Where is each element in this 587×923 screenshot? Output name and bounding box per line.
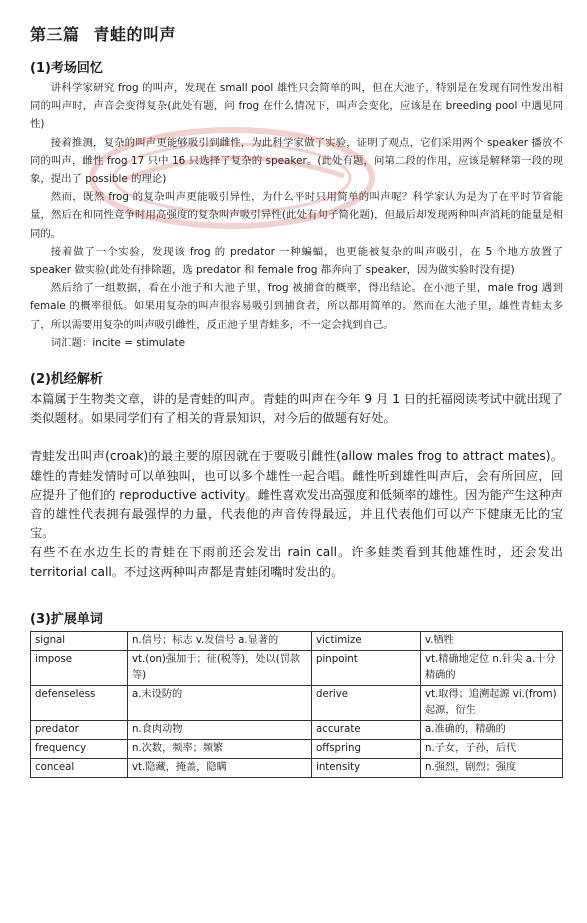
word-cell: victimize (312, 631, 421, 650)
definition-cell: n.食肉动物 (128, 720, 312, 739)
word-cell: defenseless (31, 685, 128, 720)
title-part: 第三篇 (30, 25, 80, 44)
definition-cell: vt.(on)强加于；征(税等)，处以(罚款等) (128, 650, 312, 685)
definition-cell: n.子女，子孙，后代 (421, 739, 563, 758)
table-row (31, 631, 563, 650)
definition-cell: vt.取得；追溯起源 vi.(from)起源，衍生 (421, 685, 563, 720)
table-row (31, 758, 563, 777)
definition-cell: vt.隐藏，掩盖，隐瞒 (128, 758, 312, 777)
table-row (31, 685, 563, 720)
word-cell: offspring (312, 739, 421, 758)
section-heading-recall: (1)考场回忆 (30, 61, 103, 76)
word-cell: predator (31, 720, 128, 739)
paragraph-gap (30, 428, 563, 447)
word-cell: signal (31, 631, 128, 650)
analysis-paragraph: 青蛙发出叫声(croak)的最主要的原因就在于要吸引雌性(allow males frog to attract mates)。雄性的青蛙发情时可以单独叫，也可以多个雄性一起合唱。雌性听到雄性叫声后，会有所回应，回应提升了他们的 reproductive activity。雌性喜欢发出高强度和低频率的雄性。因为能产生这种声音的雄性代表拥有最强悍的力量，代表他的声音传得最远，并且代表他们可以产下健康无比的宝宝。 (30, 449, 563, 541)
definition-cell: vt.精确地定位 n.针尖 a.十分精确的 (421, 650, 563, 685)
recall-paragraph: 然而，既然 frog 的复杂叫声更能吸引异性，为什么平时只用简单的叫声呢？科学家认为是为了在平时节省能量，然后在和同性竞争时用高强度的复杂叫声吸引异性(此处有句子简化题)，但最后却发现两种叫声消耗的能量是相同的。 (30, 191, 563, 240)
section-heading-analysis: (2)机经解析 (30, 372, 103, 388)
page-title (30, 0, 563, 45)
recall-paragraph: 然后给了一组数据，看在小池子和大池子里，frog 被捕食的概率，得出结论。在小池子里，male frog 遇到 female 的概率很低。如果用复杂的叫声很容易吸引到捕食者，所以都用简单的。然而在大池子里，雄性青蛙太多了，所以需要用复杂的叫声吸引雌性，反正池子里青蛙多，不一定会找到自己。 (30, 282, 563, 331)
vocab-table (30, 631, 563, 778)
word-cell: impose (31, 650, 128, 685)
definition-cell: a.未设防的 (128, 685, 312, 720)
recall-paragraph: 讲科学家研究 frog 的叫声，发现在 small pool 雄性只会简单的叫，但在大池子，特别是在发现有同性发出相同的叫声时，声音会变得复杂(此处有题，问 frog 在什么情况下，叫声会变化，应该是在 breeding pool 中遇见同性) (30, 82, 563, 131)
title-name: 青蛙的叫声 (93, 25, 177, 44)
word-cell: pinpoint (312, 650, 421, 685)
vocab-note: 词汇题：incite = stimulate (50, 336, 186, 349)
word-cell: accurate (312, 720, 421, 739)
section-heading-vocab: (3)扩展单词 (30, 611, 103, 627)
word-cell: intensity (312, 758, 421, 777)
table-row (31, 650, 563, 685)
table-row (31, 720, 563, 739)
word-cell: frequency (31, 739, 128, 758)
definition-cell: n.次数，频率；频繁 (128, 739, 312, 758)
table-row (31, 739, 563, 758)
definition-cell: a.准确的，精确的 (421, 720, 563, 739)
definition-cell: n.强烈，剧烈；强度 (421, 758, 563, 777)
recall-paragraph: 接着推测，复杂的叫声更能够吸引到雌性，为此科学家做了实验，证明了观点，它们采用两个 speaker 播放不同的叫声，雌性 frog 17 只中 16 只选择了复杂的 speaker。(此处有题，问第二段的作用，应该是解释第一段的现象，提出了 possible 的理论) (30, 136, 563, 186)
recall-paragraph: 接着做了一个实验，发现该 frog 的 predator 一种蝙蝠，也更能被复杂的叫声吸引，在 5 个地方放置了 speaker 做实验(此处有排除题，选 predator 和 female frog 都奔向了 speaker，因为做实验时没有提) (30, 245, 563, 277)
analysis-paragraph: 有些不在水边生长的青蛙在下雨前还会发出 rain call。许多蛙类看到其他雄性时，还会发出 territorial call。不过这两种叫声都是青蛙闭嘴时发出的。 (30, 545, 563, 579)
definition-cell: n.信号；标志 v.发信号 a.显著的 (128, 631, 312, 650)
definition-cell: v.牺牲 (421, 631, 563, 650)
analysis-paragraph: 本篇属于生物类文章，讲的是青蛙的叫声。青蛙的叫声在今年 9 月 1 日的托福阅读考试中就出现了类似题材。如果同学们有了相关的背景知识，对今后的做题有好处。 (30, 392, 563, 426)
word-cell: conceal (31, 758, 128, 777)
word-cell: derive (312, 685, 421, 720)
